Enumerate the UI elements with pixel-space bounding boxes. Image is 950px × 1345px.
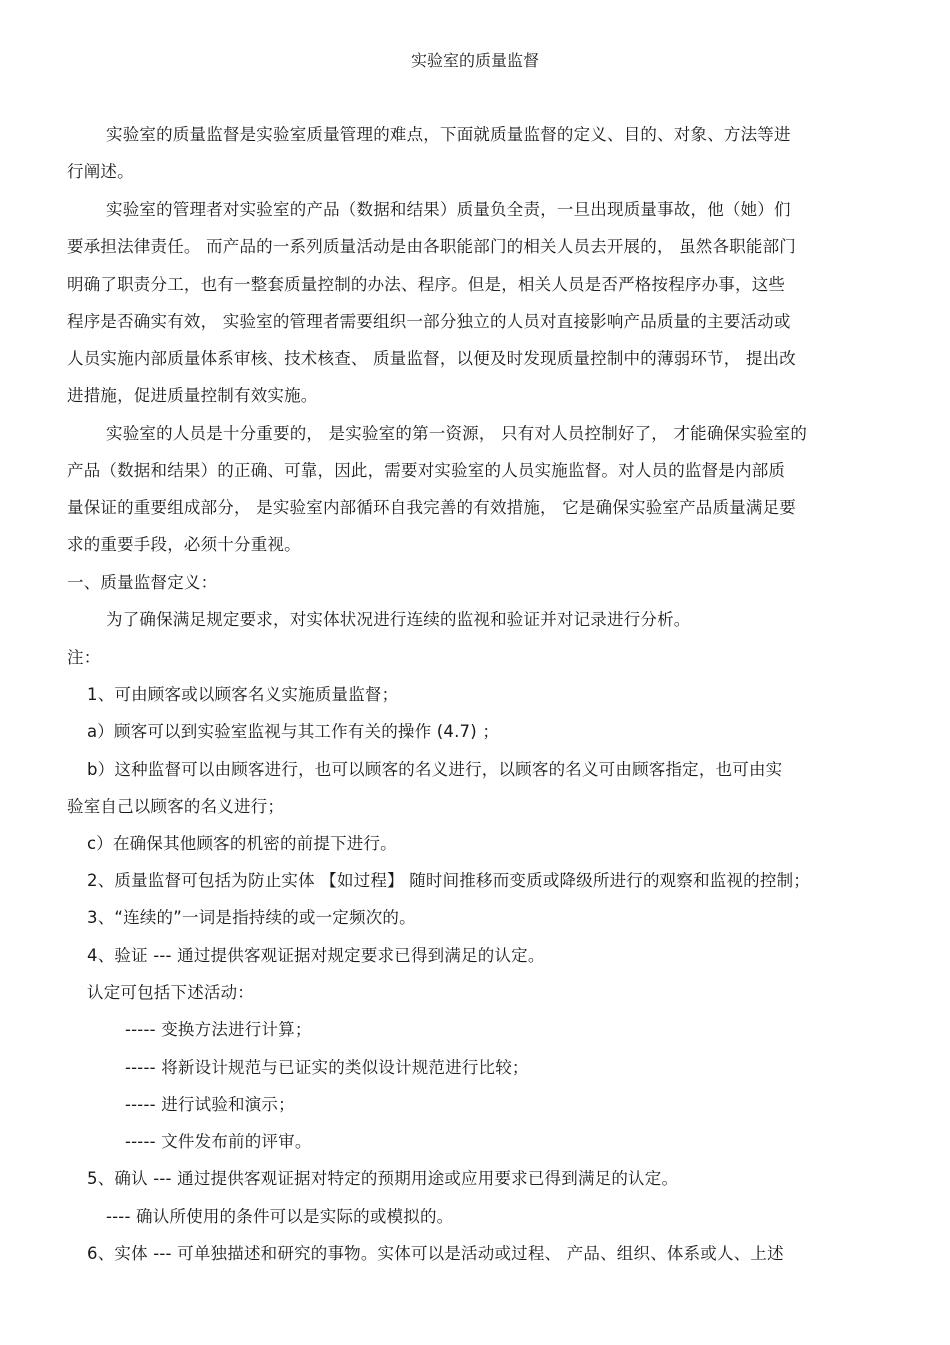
activity-item: ----- 进行试验和演示；: [125, 1095, 295, 1114]
paragraph-line: 实验室的质量监督是实验室质量管理的难点，下面就质量监督的定义、目的、对象、方法等进: [106, 125, 791, 144]
paragraph-line: 程序是否确实有效， 实验室的管理者需要组织一部分独立的人员对直接影响产品质量的主要活动或: [67, 312, 791, 331]
paragraph-line: 求的重要手段，必须十分重视。: [67, 535, 301, 554]
paragraph-line: 明确了职责分工，也有一整套质量控制的办法、程序。但是，相关人员是否严格按程序办事，这些: [67, 275, 786, 294]
document-title: 实验室的质量监督: [410, 51, 539, 70]
activity-item: ----- 将新设计规范与已证实的类似设计规范进行比较；: [125, 1058, 529, 1077]
paragraph-line: 人员实施内部质量体系审核、技术核查、 质量监督，以便及时发现质量控制中的薄弱环节， 提出改: [67, 349, 796, 368]
note-item: 3、“连续的”一词是指持续的或一定频次的。: [87, 908, 416, 927]
activity-item: ----- 文件发布前的评审。: [125, 1132, 312, 1151]
paragraph-line: 要承担法律责任。 而产品的一系列质量活动是由各职能部门的相关人员去开展的， 虽然各职能部门: [67, 237, 796, 256]
paragraph-line: 行阐述。: [67, 162, 134, 181]
note-label: 注：: [67, 648, 101, 667]
note-subitem: ---- 确认所使用的条件可以是实际的或模拟的。: [106, 1207, 454, 1226]
note-item: 2、质量监督可包括为防止实体 【如过程】 随时间推移而变质或降级所进行的观察和监视的控制；: [87, 871, 810, 890]
note-subitem: c）在确保其他顾客的机密的前提下进行。: [87, 834, 397, 853]
note-subitem: 验室自己以顾客的名义进行；: [67, 797, 285, 816]
note-item: 5、确认 --- 通过提供客观证据对特定的预期用途或应用要求已得到满足的认定。: [87, 1169, 679, 1188]
paragraph-line: 产品（数据和结果）的正确、可靠，因此，需要对实验室的人员实施监督。对人员的监督是内部质: [67, 461, 786, 480]
activity-heading: 认定可包括下述活动：: [87, 983, 254, 1002]
definition-line: 为了确保满足规定要求，对实体状况进行连续的监视和验证并对记录进行分析。: [106, 610, 691, 629]
paragraph-line: 量保证的重要组成部分， 是实验室内部循环自我完善的有效措施， 它是确保实验室产品质量满足要: [67, 498, 796, 517]
note-item: 6、实体 --- 可单独描述和研究的事物。实体可以是活动或过程、 产品、组织、体系或人、上述: [87, 1244, 784, 1263]
section-heading: 一、质量监督定义：: [67, 573, 218, 592]
note-subitem: a）顾客可以到实验室监视与其工作有关的操作 (4.7) ；: [87, 722, 500, 741]
activity-item: ----- 变换方法进行计算；: [125, 1020, 312, 1039]
note-subitem: b）这种监督可以由顾客进行，也可以顾客的名义进行，以顾客的名义可由顾客指定，也可由实: [87, 760, 783, 779]
note-item: 1、可由顾客或以顾客名义实施质量监督；: [87, 685, 399, 704]
paragraph-line: 实验室的人员是十分重要的， 是实验室的第一资源， 只有对人员控制好了， 才能确保实验室的: [106, 424, 808, 443]
paragraph-line: 实验室的管理者对实验室的产品（数据和结果）质量负全责，一旦出现质量事故，他（她）们: [106, 200, 791, 219]
note-item: 4、验证 --- 通过提供客观证据对规定要求已得到满足的认定。: [87, 946, 545, 965]
paragraph-line: 进措施，促进质量控制有效实施。: [67, 386, 318, 405]
